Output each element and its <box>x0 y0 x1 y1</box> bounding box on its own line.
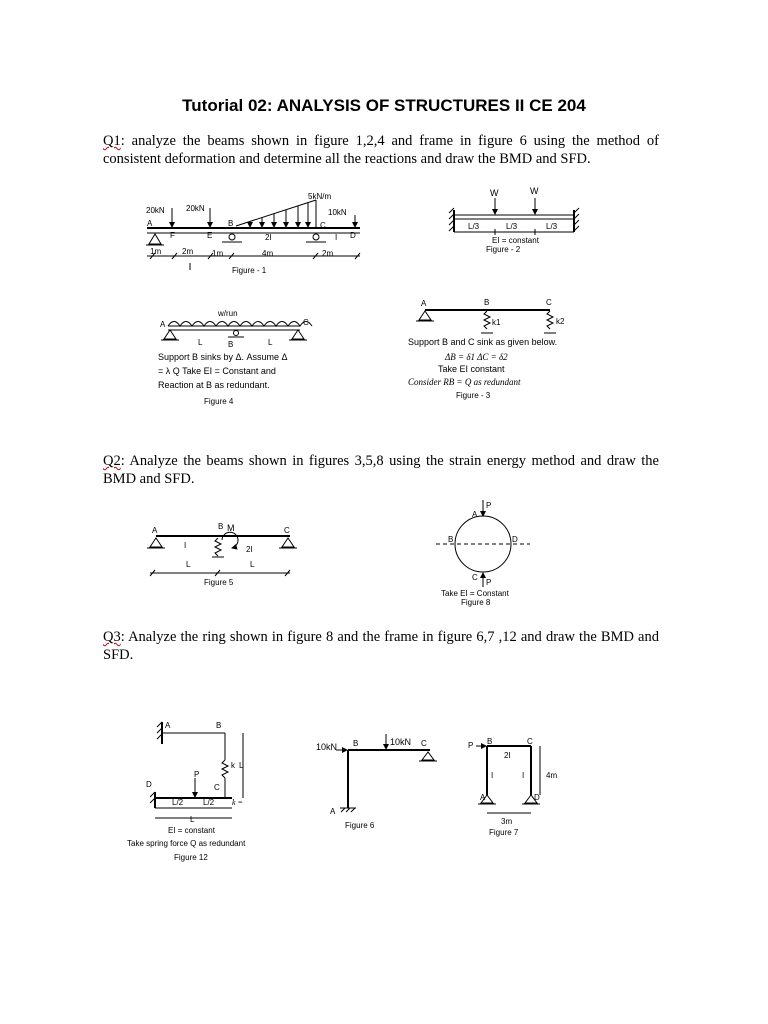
fig12-half2: L/2 <box>203 798 215 807</box>
fig8-c: C <box>472 573 478 582</box>
fig3-a: A <box>421 299 427 308</box>
fig5-a: A <box>152 526 158 535</box>
fig3-b: B <box>484 298 490 307</box>
question-2-text: : Analyze the beams shown in figures 3,5,8 using the strain energy method and draw the BMD and SFD. <box>103 453 659 487</box>
page-title: Tutorial 02: ANALYSIS OF STRUCTURES II CE 204 <box>182 96 586 115</box>
fig12-d: D <box>146 780 152 789</box>
fig3-line2: ΔB = δ1 ΔC = δ2 <box>445 352 508 362</box>
fig1-d4: 4m <box>262 249 274 258</box>
fig2-w2: W <box>530 186 539 196</box>
fig6-b: B <box>353 739 359 748</box>
fig2-caption: Figure - 2 <box>486 245 521 254</box>
question-3-text: : Analyze the ring shown in figure 8 and the frame in figure 6,7 ,12 and draw the BMD and SFD. <box>103 629 659 663</box>
fig4-a: A <box>160 320 166 329</box>
fig7-b: B <box>487 737 493 746</box>
fig12-k-formula: k = <box>232 798 243 807</box>
fig8-p-top: P <box>486 501 492 510</box>
fig1-d3: 1m <box>212 249 224 258</box>
fig2-w1: W <box>490 188 499 198</box>
figure-8-labels <box>441 501 518 607</box>
fig12-note1: EI = constant <box>168 826 215 835</box>
fig3-k1: k1 <box>492 318 501 327</box>
fig5-c: C <box>284 526 290 535</box>
question-1-label: Q1 <box>103 133 121 149</box>
fig1-d5: 2m <box>322 249 334 258</box>
fig12-caption: Figure 12 <box>174 853 208 862</box>
fig5-caption: Figure 5 <box>204 578 234 587</box>
fig12-l-bot: L <box>190 815 195 824</box>
fig12-l-side: L <box>239 761 244 770</box>
fig12-note2: Take spring force Q as redundant <box>127 839 246 848</box>
fig8-b: B <box>448 535 454 544</box>
fig5-b: B <box>218 522 224 531</box>
figure-7-labels <box>468 737 557 837</box>
fig3-c: C <box>546 298 552 307</box>
fig12-a: A <box>165 721 171 730</box>
figure-3 <box>416 310 556 333</box>
fig5-l2: L <box>250 560 255 569</box>
fig8-note: Take EI = Constant <box>441 589 509 598</box>
fig8-d: D <box>512 535 518 544</box>
fig4-c: C <box>303 318 309 327</box>
fig4-b: B <box>228 340 234 349</box>
fig1-c: C <box>320 221 326 230</box>
fig3-line4: Consider RB = Q as redundant <box>408 377 521 387</box>
fig3-k2: k2 <box>556 317 565 326</box>
fig2-s1: L/3 <box>468 222 480 231</box>
fig1-load-right: 10kN <box>328 208 347 217</box>
fig7-caption: Figure 7 <box>489 828 519 837</box>
fig1-f: F <box>170 231 175 240</box>
fig5-i: I <box>184 541 187 550</box>
fig7-2i: 2I <box>504 751 511 760</box>
fig8-caption: Figure 8 <box>461 598 491 607</box>
fig5-2i: 2I <box>246 545 253 554</box>
question-3-label: Q3 <box>103 629 121 645</box>
fig6-load-left: 10kN <box>316 742 338 752</box>
fig12-b: B <box>216 721 222 730</box>
fig1-d: D <box>350 231 356 240</box>
fig1-i: I <box>335 233 338 242</box>
fig6-c: C <box>421 739 427 748</box>
figure-2-labels <box>468 186 558 254</box>
fig8-p-bot: P <box>486 578 492 587</box>
fig7-p: P <box>468 741 474 750</box>
question-2-label: Q2 <box>103 453 121 469</box>
fig1-b: B <box>228 219 234 228</box>
fig3-caption: Figure - 3 <box>456 391 491 400</box>
fig7-w: 3m <box>501 817 513 826</box>
figure-4 <box>161 322 312 341</box>
fig8-a: A <box>472 510 478 519</box>
fig5-m: M <box>227 523 235 533</box>
fig12-c: C <box>214 783 220 792</box>
fig4-line1: Support B sinks by Δ. Assume Δ <box>158 352 288 362</box>
fig7-i2: I <box>522 771 525 780</box>
figure-3-labels <box>408 298 565 400</box>
fig2-note: EI = constant <box>492 236 539 245</box>
fig4-l2: L <box>268 338 273 347</box>
fig6-caption: Figure 6 <box>345 821 375 830</box>
fig7-d: D <box>534 793 540 802</box>
fig12-k: k <box>231 761 235 770</box>
fig1-caption: Figure - 1 <box>232 266 267 275</box>
fig3-line1: Support B and C sink as given below. <box>408 337 558 347</box>
fig7-a: A <box>480 793 486 802</box>
fig12-half1: L/2 <box>172 798 184 807</box>
fig2-s3: L/3 <box>546 222 558 231</box>
fig2-s2: L/3 <box>506 222 518 231</box>
fig1-d2: 2m <box>182 247 194 256</box>
fig12-p: P <box>194 770 200 779</box>
fig3-line3: Take EI constant <box>438 364 505 374</box>
fig4-line2: = λ Q Take EI = Constant and <box>158 366 276 376</box>
fig4-load: w/run <box>218 309 238 318</box>
figure-5 <box>147 532 297 576</box>
fig1-2i: 2I <box>265 233 272 242</box>
fig7-i1: I <box>491 771 494 780</box>
fig4-line3: Reaction at B as redundant. <box>158 380 270 390</box>
fig1-a: A <box>147 219 153 228</box>
fig6-a: A <box>330 807 336 816</box>
question-1-text: : analyze the beams shown in figure 1,2,4 and frame in figure 6 using the method of consistent deformation and determine all the reactions and draw the BMD and SFD. <box>103 133 659 167</box>
fig4-l1: L <box>198 338 203 347</box>
fig5-l1: L <box>186 560 191 569</box>
fig1-d1: 1m <box>150 247 162 256</box>
fig4-caption: Figure 4 <box>204 397 234 406</box>
fig7-c: C <box>527 737 533 746</box>
figure-12-labels <box>127 721 246 862</box>
fig1-udl: 5kN/m <box>308 192 332 201</box>
fig1-load-left: 20kN <box>146 206 165 215</box>
fig6-load-top: 10kN <box>390 737 412 747</box>
fig1-e: E <box>207 231 213 240</box>
fig1-load-mid: 20kN <box>186 204 205 213</box>
figure-5-labels <box>152 522 290 587</box>
fig7-h: 4m <box>546 771 558 780</box>
